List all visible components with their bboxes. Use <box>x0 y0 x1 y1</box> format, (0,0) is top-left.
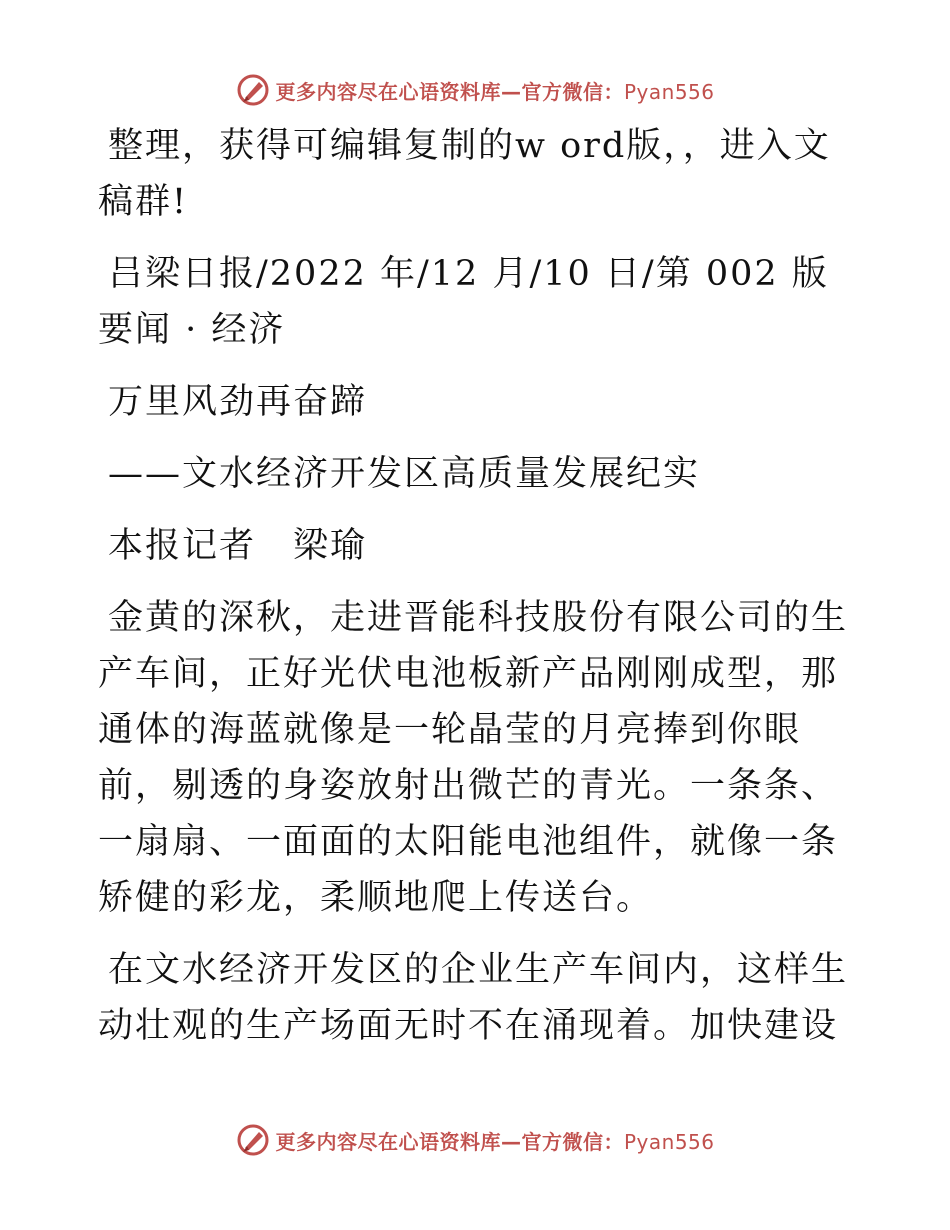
header-banner-handle: Pyan556 <box>623 79 715 104</box>
pen-circle-logo-icon <box>235 72 271 108</box>
paragraph-intro: 整理，获得可编辑复制的w ord版，，进入文稿群! <box>98 126 831 222</box>
article-byline: 本报记者 梁瑜 <box>108 526 368 566</box>
paragraph-body-2: 在文水经济开发区的企业生产车间内，这样生动壮观的生产场面无时不在涌现着。加快建设 <box>98 950 849 1046</box>
header-banner <box>0 70 950 110</box>
footer-banner-handle: Pyan556 <box>623 1129 715 1154</box>
document-body <box>98 118 850 1070</box>
article-title: 万里风劲再奋蹄 <box>108 382 368 422</box>
paragraph-source: 吕梁日报/2022 年/12 月/10 日/第 002 版要闻 · 经济 <box>98 254 829 350</box>
footer-banner <box>0 1120 950 1160</box>
article-subtitle: ——文水经济开发区高质量发展纪实 <box>108 454 701 494</box>
pen-circle-logo-icon <box>235 1122 271 1158</box>
header-banner-text: 更多内容尽在心语资料库—官方微信： <box>275 79 624 104</box>
paragraph-body-1: 金黄的深秋，走进晋能科技股份有限公司的生产车间，正好光伏电池板新产品刚刚成型，那通体的海蓝就像是一轮晶莹的月亮捧到你眼前，剔透的身姿放射出微芒的青光。一条条、一扇扇、一面面的太阳能电池组件，就像一条矫健的彩龙，柔顺地爬上传送台。 <box>98 598 849 918</box>
footer-banner-text: 更多内容尽在心语资料库—官方微信： <box>275 1129 624 1154</box>
